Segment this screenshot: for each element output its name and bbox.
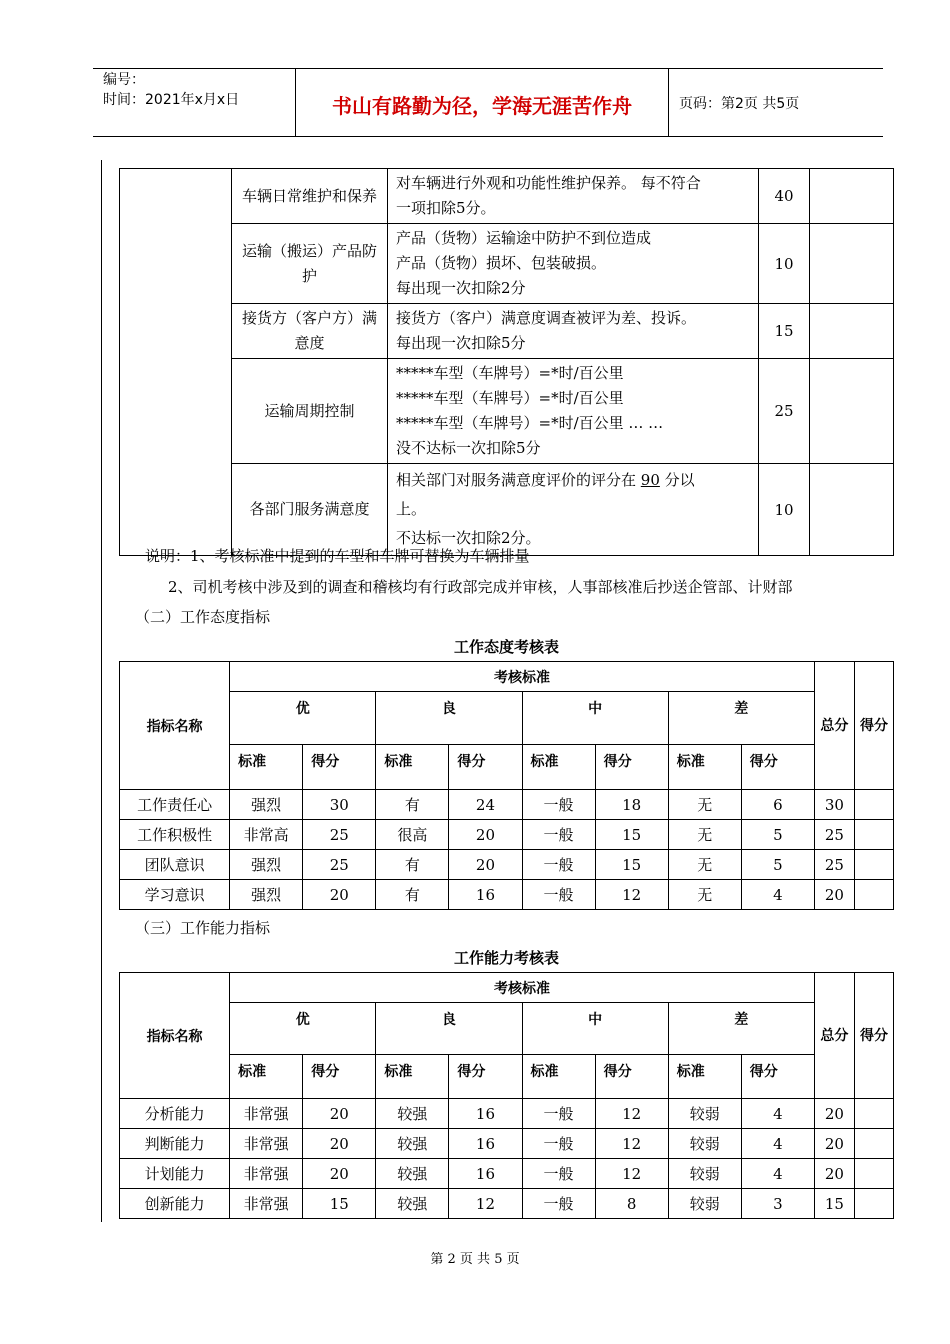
row-got[interactable] <box>854 880 893 910</box>
cell: 5 <box>741 850 814 880</box>
desc-line: *****车型（车牌号）=*时/百公里 … … <box>396 414 664 432</box>
header-motto: 书山有路勤为径，学海无涯苦作舟 <box>332 94 632 118</box>
desc-line: 每出现一次扣除2分 <box>396 279 526 297</box>
cell: 较强 <box>376 1159 449 1189</box>
cell: 非常高 <box>230 820 303 850</box>
cell: 较强 <box>376 1189 449 1219</box>
cell: 16 <box>449 1099 522 1129</box>
cell: 25 <box>303 850 376 880</box>
row-got[interactable] <box>854 850 893 880</box>
header-row <box>120 692 894 745</box>
indicator-got[interactable] <box>810 464 894 556</box>
row-name: 分析能力 <box>120 1099 230 1129</box>
row-total: 25 <box>814 820 854 850</box>
row-got[interactable] <box>854 790 893 820</box>
sub-score: 得分 <box>741 745 814 790</box>
indicator-score: 15 <box>759 304 810 359</box>
cell: 较弱 <box>668 1099 741 1129</box>
indicator-score: 10 <box>759 464 810 556</box>
header-meta <box>103 70 239 110</box>
cell: 4 <box>741 1159 814 1189</box>
cell: 有 <box>376 850 449 880</box>
desc-threshold: 90 <box>640 471 660 489</box>
cell: 12 <box>595 1099 668 1129</box>
desc-line: 产品（货物）损坏、包装破损。 <box>396 254 607 272</box>
indicator-desc <box>388 304 759 359</box>
cell: 20 <box>303 880 376 910</box>
cell: 30 <box>303 790 376 820</box>
indicator-score: 25 <box>759 359 810 464</box>
row-total: 20 <box>814 880 854 910</box>
section-heading: （三）工作能力指标 <box>135 919 271 937</box>
indicator-name: 接货方（客户方）满意度 <box>232 304 388 359</box>
sub-score: 得分 <box>303 745 376 790</box>
row-got[interactable] <box>854 820 893 850</box>
desc-line: 接货方（客户）满意度调查被评为差、投诉。 <box>396 309 697 327</box>
cell: 较弱 <box>668 1129 741 1159</box>
level-good: 良 <box>376 692 522 745</box>
header-got: 得分 <box>854 662 893 790</box>
cell: 20 <box>303 1129 376 1159</box>
merged-category-cell <box>120 169 232 556</box>
cell: 15 <box>595 850 668 880</box>
header-row <box>120 973 894 1003</box>
cell: 一般 <box>522 1159 595 1189</box>
table-caption: 工作能力考核表 <box>453 949 559 967</box>
table-row <box>120 304 894 359</box>
cell: 3 <box>741 1189 814 1219</box>
indicator-got[interactable] <box>810 304 894 359</box>
table-caption: 工作态度考核表 <box>453 638 559 656</box>
header-row <box>120 1003 894 1055</box>
cell: 较弱 <box>668 1159 741 1189</box>
table-row <box>120 1129 894 1159</box>
desc-line: 每出现一次扣除5分 <box>396 334 526 352</box>
header-page-number: 页码：第2页 共5页 <box>679 96 800 112</box>
indicator-desc <box>388 169 759 224</box>
cell: 无 <box>668 850 741 880</box>
cell: 一般 <box>522 1099 595 1129</box>
cell: 16 <box>449 1159 522 1189</box>
cell: 强烈 <box>230 880 303 910</box>
row-got[interactable] <box>854 1159 893 1189</box>
sub-standard: 标准 <box>522 745 595 790</box>
subheader-row <box>120 1055 894 1099</box>
header-standard: 考核标准 <box>230 973 815 1003</box>
cell: 非常强 <box>230 1099 303 1129</box>
header-got: 得分 <box>854 973 893 1099</box>
cell: 很高 <box>376 820 449 850</box>
sub-standard: 标准 <box>668 1055 741 1099</box>
cell: 15 <box>595 820 668 850</box>
cell: 一般 <box>522 820 595 850</box>
table-row <box>120 224 894 304</box>
indicator-desc <box>388 359 759 464</box>
cell: 非常强 <box>230 1159 303 1189</box>
table-row <box>120 880 894 910</box>
cell: 25 <box>303 820 376 850</box>
cell: 4 <box>741 1099 814 1129</box>
cell: 较强 <box>376 1129 449 1159</box>
row-total: 20 <box>814 1099 854 1129</box>
indicator-desc <box>388 464 759 556</box>
sub-standard: 标准 <box>376 745 449 790</box>
sub-score: 得分 <box>449 1055 522 1099</box>
cell: 强烈 <box>230 850 303 880</box>
section-heading: （二）工作态度指标 <box>135 608 271 626</box>
table-row <box>120 1159 894 1189</box>
cell: 无 <box>668 790 741 820</box>
attitude-table <box>119 661 894 910</box>
table-row <box>120 790 894 820</box>
desc-line: 一项扣除5分。 <box>396 199 496 217</box>
desc-line: 不达标一次扣除2分。 <box>396 529 541 547</box>
table-row <box>120 1189 894 1219</box>
cell: 20 <box>303 1159 376 1189</box>
desc-line: 没不达标一次扣除5分 <box>396 439 541 457</box>
sub-score: 得分 <box>595 745 668 790</box>
indicator-name: 各部门服务满意度 <box>232 464 388 556</box>
cell: 18 <box>595 790 668 820</box>
cell: 16 <box>449 880 522 910</box>
desc-line: 对车辆进行外观和功能性维护保养。 每不符合 <box>396 174 701 192</box>
cell: 无 <box>668 820 741 850</box>
cell: 强烈 <box>230 790 303 820</box>
indicator-score: 40 <box>759 169 810 224</box>
desc-line: 产品（货物）运输途中防护不到位造成 <box>396 229 652 247</box>
row-name: 团队意识 <box>120 850 230 880</box>
level-good: 良 <box>376 1003 522 1055</box>
header-indicator: 指标名称 <box>120 662 230 790</box>
cell: 12 <box>595 880 668 910</box>
cell: 一般 <box>522 850 595 880</box>
cell: 20 <box>449 850 522 880</box>
row-total: 20 <box>814 1159 854 1189</box>
cell: 无 <box>668 880 741 910</box>
indicator-desc <box>388 224 759 304</box>
sub-score: 得分 <box>303 1055 376 1099</box>
indicator-got[interactable] <box>810 169 894 224</box>
header-indicator: 指标名称 <box>120 973 230 1099</box>
header-top-rule <box>93 68 883 69</box>
cell: 20 <box>449 820 522 850</box>
table-row <box>120 850 894 880</box>
cell: 16 <box>449 1129 522 1159</box>
cell: 4 <box>741 1129 814 1159</box>
header-bottom-rule <box>93 136 883 137</box>
cell: 12 <box>449 1189 522 1219</box>
desc-line: *****车型（车牌号）=*时/百公里 <box>396 364 624 382</box>
header-divider <box>668 68 669 136</box>
row-name: 判断能力 <box>120 1129 230 1159</box>
row-total: 15 <box>814 1189 854 1219</box>
driver-assessment-table <box>119 168 894 556</box>
indicator-name: 运输（搬运）产品防护 <box>232 224 388 304</box>
level-poor: 差 <box>668 1003 814 1055</box>
row-got[interactable] <box>854 1189 893 1219</box>
cell: 5 <box>741 820 814 850</box>
sub-standard: 标准 <box>522 1055 595 1099</box>
sub-standard: 标准 <box>230 745 303 790</box>
row-name: 工作积极性 <box>120 820 230 850</box>
row-total: 30 <box>814 790 854 820</box>
table-row <box>120 169 894 224</box>
sub-score: 得分 <box>741 1055 814 1099</box>
cell: 24 <box>449 790 522 820</box>
row-got[interactable] <box>854 1129 893 1159</box>
cell: 较弱 <box>668 1189 741 1219</box>
cell: 非常强 <box>230 1129 303 1159</box>
desc-text: 分以 <box>664 471 695 489</box>
sub-score: 得分 <box>595 1055 668 1099</box>
cell: 一般 <box>522 880 595 910</box>
cell: 一般 <box>522 1129 595 1159</box>
desc-line: 上。 <box>396 500 427 518</box>
cell: 4 <box>741 880 814 910</box>
cell: 有 <box>376 790 449 820</box>
row-name: 计划能力 <box>120 1159 230 1189</box>
row-name: 工作责任心 <box>120 790 230 820</box>
cell: 8 <box>595 1189 668 1219</box>
indicator-got[interactable] <box>810 224 894 304</box>
table-row <box>120 464 894 556</box>
header-total: 总分 <box>814 662 854 790</box>
cell: 20 <box>303 1099 376 1129</box>
row-name: 学习意识 <box>120 880 230 910</box>
level-excellent: 优 <box>230 692 376 745</box>
cell: 15 <box>303 1189 376 1219</box>
cell: 12 <box>595 1129 668 1159</box>
desc-line: *****车型（车牌号）=*时/百公里 <box>396 389 624 407</box>
level-medium: 中 <box>522 692 668 745</box>
sub-score: 得分 <box>449 745 522 790</box>
doc-number-label: 编号： <box>103 72 145 88</box>
cell: 有 <box>376 880 449 910</box>
indicator-score: 10 <box>759 224 810 304</box>
header-row <box>120 662 894 692</box>
indicator-name: 运输周期控制 <box>232 359 388 464</box>
cell: 较强 <box>376 1099 449 1129</box>
level-medium: 中 <box>522 1003 668 1055</box>
desc-text: 相关部门对服务满意度评价的评分在 <box>396 471 637 489</box>
doc-time-label: 时间：2021年x月x日 <box>103 92 240 108</box>
row-name: 创新能力 <box>120 1189 230 1219</box>
level-poor: 差 <box>668 692 814 745</box>
note-1: 说明：1、考核标准中提到的车型和车牌可替换为车辆排量 <box>145 547 530 565</box>
table-row <box>120 1099 894 1129</box>
indicator-name: 车辆日常维护和保养 <box>232 169 388 224</box>
row-got[interactable] <box>854 1099 893 1129</box>
row-total: 25 <box>814 850 854 880</box>
cell: 非常强 <box>230 1189 303 1219</box>
cell: 一般 <box>522 1189 595 1219</box>
header-total: 总分 <box>814 973 854 1099</box>
cell: 6 <box>741 790 814 820</box>
header-standard: 考核标准 <box>230 662 815 692</box>
page-footer: 第 2 页 共 5 页 <box>430 1252 520 1267</box>
table-row <box>120 359 894 464</box>
sub-standard: 标准 <box>668 745 741 790</box>
ability-table <box>119 972 894 1219</box>
desc-line <box>396 466 750 495</box>
row-total: 20 <box>814 1129 854 1159</box>
table-row <box>120 820 894 850</box>
sub-standard: 标准 <box>376 1055 449 1099</box>
cell: 12 <box>595 1159 668 1189</box>
cell: 一般 <box>522 790 595 820</box>
indicator-got[interactable] <box>810 359 894 464</box>
level-excellent: 优 <box>230 1003 376 1055</box>
sub-standard: 标准 <box>230 1055 303 1099</box>
subheader-row <box>120 745 894 790</box>
note-2: 2、司机考核中涉及到的调查和稽核均有行政部完成并审核，人事部核准后抄送企管部、计财部 <box>168 578 793 596</box>
